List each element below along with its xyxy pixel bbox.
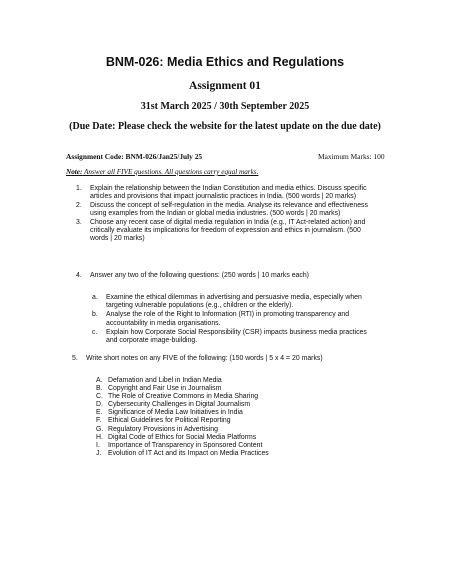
question-text: Explain the relationship between the Indian Constitution and media ethics. Discuss specific articles and provisions that impact journalistic practices in India. (500 words | 20 marks) [90,185,367,201]
question-text: Choose any recent case of digital media regulation in India (e.g., IT Act-related action) and critically evaluate its implications for freedom of expression and ethics in journalism. (500 words | 20 marks) [90,218,366,243]
question-number: 4. [76,272,82,279]
question-text: Write short notes on any FIVE of the following: (150 words | 5 x 4 = 20 marks) [86,355,323,362]
question-item [76,202,374,218]
short-note-letter: I. [96,441,100,449]
short-note-letter: C. [96,393,103,401]
questions-list [76,185,374,244]
subquestion-item [92,311,368,327]
question-4 [76,272,388,280]
question-text: Answer any two of the following questions: (250 words | 10 marks each) [90,272,309,279]
short-note-item [96,393,366,401]
question-number: 3. [76,218,82,226]
subquestion-letter: b. [92,311,98,319]
short-note-text: Digital Code of Ethics for Social Media Platforms [108,433,257,441]
question-4-subquestions [92,294,368,346]
short-note-letter: J. [96,449,102,457]
short-note-text: Copyright and Fair Use in Journalism [108,385,222,393]
course-title: BNM-026: Media Ethics and Regulations [105,55,345,69]
question-number: 5. [72,355,78,362]
short-note-item [96,401,366,409]
short-note-letter: D. [96,401,103,409]
short-note-letter: H. [96,433,103,441]
subquestion-letter: a. [92,294,98,301]
question-text: Discuss the concept of self-regulation in the media. Analyse its relevance and effectiveness using examples from the Indian or global media industries. (500 words | 20 marks) [90,201,368,218]
short-notes-list [96,377,366,458]
short-note-item [96,409,366,417]
short-note-item [96,450,366,458]
instructions-note [66,168,258,176]
subquestion-item [92,294,368,310]
subquestion-item [92,329,368,345]
short-note-text: The Role of Creative Commons in Media Sharing [108,393,259,401]
note-text: Answer all FIVE questions. All questions carry equal marks. [82,168,259,176]
maximum-marks: Maximum Marks: 100 [318,152,385,161]
short-note-text: Evolution of IT Act and its Impact on Media Practices [108,449,269,457]
short-note-text: Defamation and Libel in Indian Media [108,377,222,384]
subquestion-text: Analyse the role of the Right to Information (RTI) in promoting transparency and accountability in media organisations. [106,311,350,327]
short-note-item [96,377,366,385]
short-note-item [96,442,366,450]
assignment-code: Assignment Code: BNM-026/Jan25/July 25 [66,152,203,161]
short-note-letter: A. [96,377,103,384]
short-note-text: Ethical Guidelines for Political Reporting [108,417,231,425]
short-note-text: Regulatory Provisions in Advertising [108,425,218,433]
due-date-note: (Due Date: Please check the website for the latest update on the due date) [69,121,381,132]
short-note-text: Cybersecurity Challenges in Digital Journalism [108,401,251,409]
short-note-letter: G. [96,425,104,433]
assignment-heading: Assignment 01 [189,80,261,92]
short-note-item [96,426,366,434]
question-number: 1. [76,185,82,192]
subquestion-letter: c. [92,328,98,336]
short-note-letter: F. [96,417,102,425]
short-note-letter: B. [96,385,103,393]
short-note-letter: E. [96,409,103,417]
question-item [76,185,374,201]
short-note-text: Significance of Media Law Initiatives in India [108,409,243,417]
short-note-item [96,385,366,393]
note-label: Note: [66,168,83,176]
subquestion-text: Explain how Corporate Social Responsibility (CSR) impacts business media practices and corporate image-building. [106,328,367,345]
short-note-item [96,417,366,425]
question-number: 2. [76,201,82,209]
short-note-text: Importance of Transparency in Sponsored Content [108,441,263,449]
subquestion-text: Examine the ethical dilemmas in advertising and persuasive media, especially when targeting vulnerable populations (e.g., children or the elderly). [106,294,362,310]
question-item [76,219,374,244]
question-5 [72,355,396,363]
assignment-dates: 31st March 2025 / 30th September 2025 [140,101,310,112]
short-note-item [96,434,366,442]
